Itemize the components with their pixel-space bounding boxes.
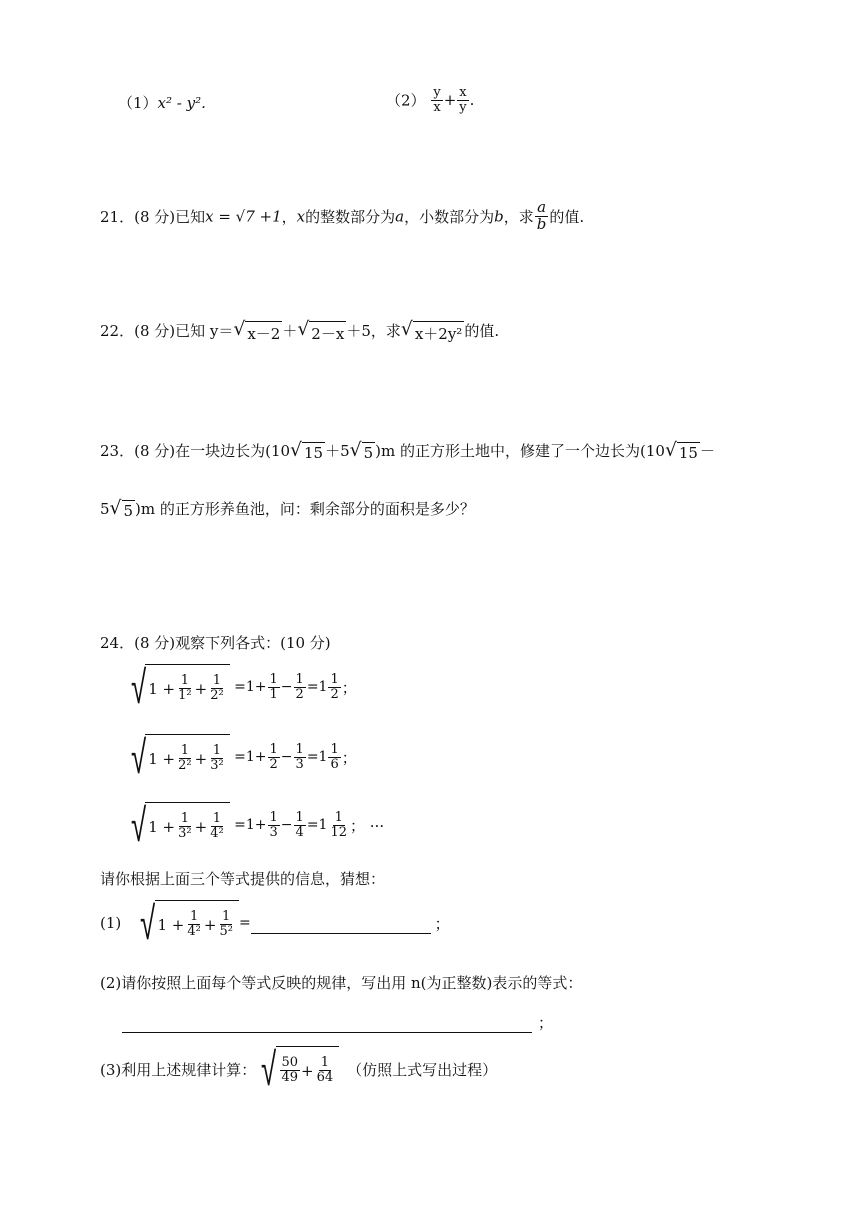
equation-1: √ 1 + $\frac{1}{\text{1²}}$ + $\frac{1}{\text{2²}}$ =1+ $\frac{1}{1}$ − $\frac{1}{2}$ = 1 $\frac{1}{2}$ ；: [126, 664, 357, 710]
question-23-line1: 23．(8 分)在一块边长为(10 √ 15 ＋5 √ 5 )m 的正方形土地中，修建了一个边长为(10 √ 15 －: [100, 440, 715, 462]
radical: √ 1 + $\frac{1}{\text{1²}}$ + $\frac{1}{\text{2²}}$: [126, 664, 230, 710]
fraction: $\frac{a}{b}$: [536, 198, 547, 233]
equation-3: √ 1 + $\frac{1}{\text{3²}}$ + $\frac{1}{\text{4²}}$ =1+ $\frac{1}{3}$ − $\frac{1}{4}$ = 1 $\frac{1}{12}$ ； ···: [126, 802, 384, 848]
radical: √ 1 + $\frac{1}{\text{3²}}$ + $\frac{1}{\text{4²}}$: [126, 802, 230, 848]
part-1: (1) √ 1 + $\frac{1}{\text{4²}}$ + $\frac{1}{\text{5²}}$ = ；: [100, 896, 450, 950]
radical: √ 5: [349, 440, 374, 462]
radical: √ 5: [109, 498, 134, 520]
radical: √ 15: [290, 440, 324, 462]
question-21: 21．(8 分)已知x = √7 +1，x的整数部分为a，小数部分为b，求 $\frac{a}{b}$ 的值.: [100, 198, 585, 233]
q20-part2: （2） $\frac{y}{x}$ + $\frac{x}{y}$ .: [386, 85, 475, 115]
part-3: (3)利用上述规律计算： √ $\frac{50}{49}$ + $\frac{1}{64}$ （仿照上式写出过程）: [100, 1042, 498, 1096]
question-22: 22．(8 分)已知 y＝ √ x－2 ＋ √ 2－x ＋5，求 √ x＋2y² 的值.: [100, 318, 500, 343]
part-2-text: (2)请你按照上面每个等式反映的规律，写出用 n(为正整数)表示的等式：: [100, 974, 583, 992]
answer-blank-2[interactable]: [122, 1014, 532, 1033]
fraction: $\frac{y}{x}$: [433, 85, 441, 115]
question-23-line2: 5 √ 5 )m 的正方形养鱼池，问：剩余部分的面积是多少？: [100, 498, 475, 520]
part-2-answer: ；: [122, 1012, 553, 1033]
q20-expr1: x² - y².: [157, 94, 206, 112]
question-24-title: 24．(8 分)观察下列各式：(10 分): [100, 634, 331, 652]
radical: √ 1 + $\frac{1}{\text{4²}}$ + $\frac{1}{\text{5²}}$: [135, 900, 239, 946]
radical: √ $\frac{50}{49}$ + $\frac{1}{64}$: [256, 1046, 339, 1092]
prompt-text: 请你根据上面三个等式提供的信息，猜想：: [100, 870, 386, 888]
radical: √ 15: [664, 440, 698, 462]
radical: √ x＋2y²: [400, 318, 463, 343]
radical: √ 1 + $\frac{1}{\text{2²}}$ + $\frac{1}{\text{3²}}$: [126, 734, 230, 780]
answer-blank-1[interactable]: [251, 913, 431, 934]
fraction: $\frac{x}{y}$: [459, 85, 467, 115]
q21-expr: x = √7 +1: [205, 207, 282, 226]
radical: √ 2－x: [297, 318, 345, 343]
q20-part1: （1）x² - y².: [118, 94, 206, 112]
radical: √ x－2: [233, 318, 281, 343]
equation-2: √ 1 + $\frac{1}{\text{2²}}$ + $\frac{1}{\text{3²}}$ =1+ $\frac{1}{2}$ − $\frac{1}{3}$ = 1 $\frac{1}{6}$ ；: [126, 734, 357, 780]
